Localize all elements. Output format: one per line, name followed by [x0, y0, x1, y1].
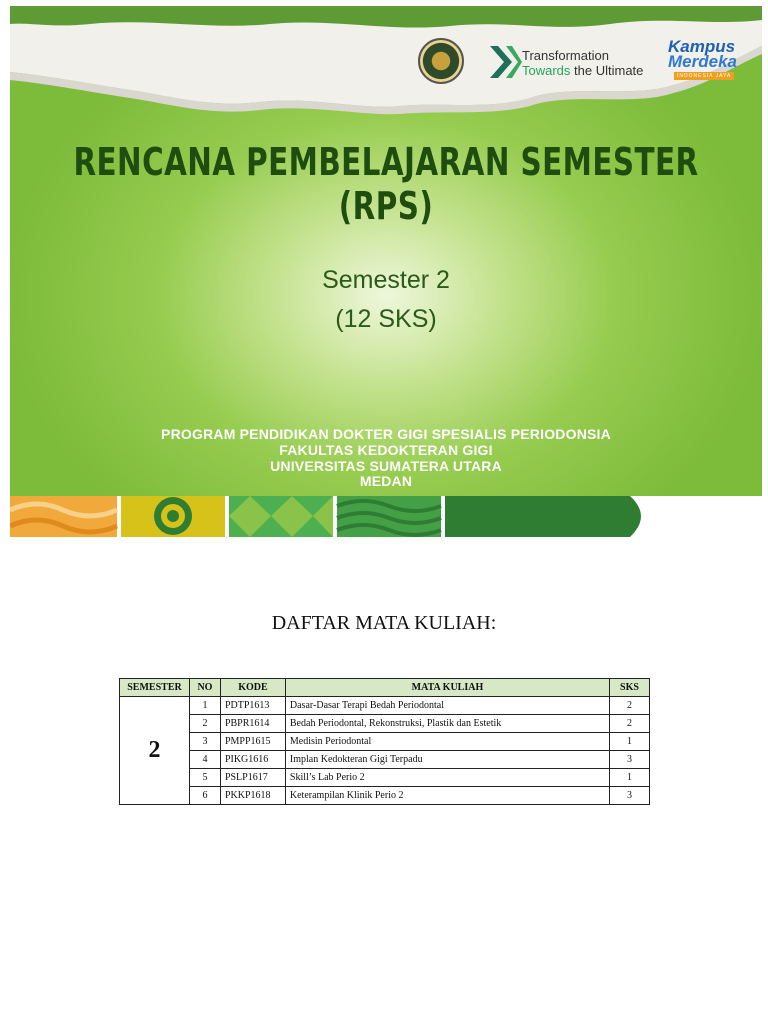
row-mata-kuliah: Skill’s Lab Perio 2	[285, 769, 609, 787]
course-list-title: DAFTAR MATA KULIAH:	[271, 612, 497, 634]
km-line1: Kampus	[668, 37, 736, 56]
row-kode: PBPR1614	[220, 715, 285, 733]
university-seal-icon	[418, 38, 464, 84]
row-no: 2	[189, 715, 220, 733]
row-kode: PKKP1618	[220, 787, 285, 805]
row-no: 1	[189, 697, 220, 715]
row-kode: PDTP1613	[220, 697, 285, 715]
table-row	[120, 751, 650, 769]
tta-line2-a: Towards	[522, 63, 571, 78]
tta-line1: Transformation	[522, 48, 609, 63]
header-logos	[10, 36, 762, 96]
semester-cell: 2	[120, 697, 190, 805]
km-tag: INDONESIA JAYA	[674, 72, 734, 80]
transformation-logo	[488, 42, 658, 82]
course-table	[119, 678, 650, 805]
row-sks: 2	[610, 697, 650, 715]
table-row	[120, 697, 650, 715]
table-row	[120, 787, 650, 805]
row-kode: PIKG1616	[220, 751, 285, 769]
pattern-strip	[10, 496, 762, 537]
km-line2: Merdeka	[668, 52, 737, 71]
header-kode: KODE	[220, 679, 285, 697]
tta-mark-icon	[488, 42, 524, 82]
row-mata-kuliah: Keterampilan Klinik Perio 2	[285, 787, 609, 805]
row-no: 5	[189, 769, 220, 787]
row-mata-kuliah: Implan Kedokteran Gigi Terpadu	[285, 751, 609, 769]
table-row	[120, 715, 650, 733]
header-sks: SKS	[610, 679, 650, 697]
row-sks: 3	[610, 787, 650, 805]
table-row	[120, 769, 650, 787]
row-mata-kuliah: Bedah Periodontal, Rekonstruksi, Plastik dan Estetik	[285, 715, 609, 733]
header-semester: SEMESTER	[120, 679, 190, 697]
program-line-4: MEDAN	[359, 473, 413, 489]
row-sks: 1	[610, 733, 650, 751]
program-line-3: UNIVERSITAS SUMATERA UTARA	[270, 458, 502, 474]
tta-line2	[522, 63, 643, 78]
document-title-line1: RENCANA PEMBELAJARAN SEMESTER	[73, 140, 699, 184]
header-mata-kuliah: MATA KULIAH	[285, 679, 609, 697]
table-row	[120, 733, 650, 751]
program-line-1: PROGRAM PENDIDIKAN DOKTER GIGI SPESIALIS PERIODONSIA	[161, 426, 611, 442]
row-kode: PSLP1617	[220, 769, 285, 787]
semester-label: Semester 2	[322, 266, 450, 294]
sks-label: (12 SKS)	[335, 305, 437, 333]
row-kode: PMPP1615	[220, 733, 285, 751]
row-sks: 1	[610, 769, 650, 787]
row-no: 3	[189, 733, 220, 751]
row-mata-kuliah: Medisin Periodontal	[285, 733, 609, 751]
row-sks: 2	[610, 715, 650, 733]
document-title-line2: (RPS)	[338, 184, 434, 228]
cover-banner	[10, 6, 762, 537]
row-sks: 3	[610, 751, 650, 769]
program-line-2: FAKULTAS KEDOKTERAN GIGI	[279, 442, 493, 458]
header-no: NO	[189, 679, 220, 697]
tta-line2-b: the Ultimate	[570, 63, 644, 78]
row-mata-kuliah: Dasar-Dasar Terapi Bedah Periodontal	[285, 697, 609, 715]
row-no: 6	[189, 787, 220, 805]
kampus-merdeka-logo	[666, 36, 746, 86]
row-no: 4	[189, 751, 220, 769]
table-header-row	[120, 679, 650, 697]
